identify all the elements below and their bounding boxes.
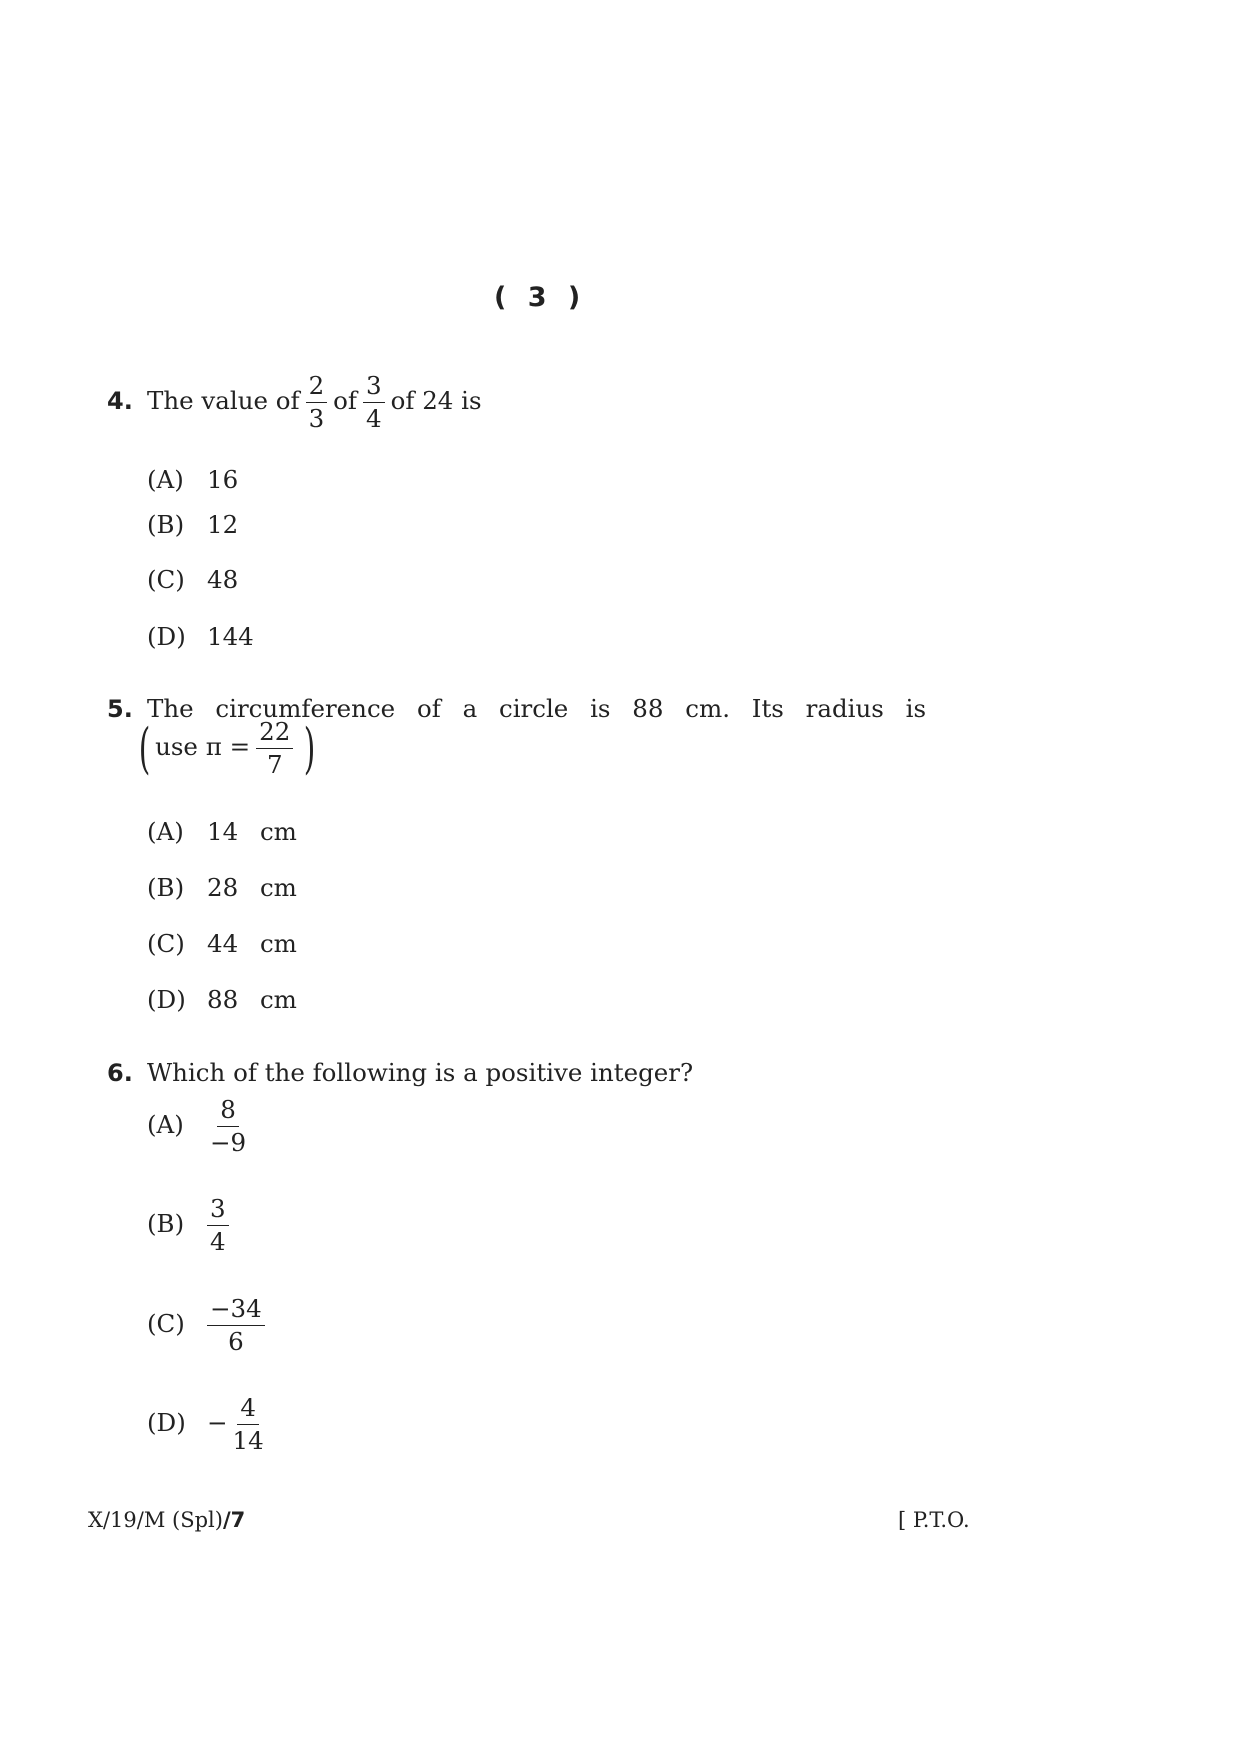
option-b: (B) $\frac{3}{4}$ (147, 1197, 235, 1254)
option-d: (D) 88 cm (147, 985, 297, 1014)
option-a: (A) 16 (147, 465, 239, 494)
fraction: $\frac{4}{14}$ (232, 1393, 264, 1455)
fraction: $\frac{8}{-9}$ (210, 1095, 247, 1157)
question-4: 4. The value of $\frac{2}{3}$ of $\frac{3}{4}$ of 24 is (107, 371, 482, 433)
option-c: (C) 44 cm (147, 929, 297, 958)
option-a: (A) 14 cm (147, 817, 297, 846)
question-text: The circumference of a circle is 88 cm. Its radius is (147, 694, 927, 723)
fraction: $\frac{3}{4}$ (207, 1197, 229, 1254)
question-number: 5. (107, 695, 133, 723)
paper-code: X/19/M (Spl)/7 (88, 1508, 246, 1532)
question-5 (107, 694, 927, 723)
fraction: $\frac{3}{4}$ (363, 374, 385, 431)
question-number: 4. (107, 387, 133, 415)
option-d: (D) − $\frac{4}{14}$ (147, 1396, 273, 1453)
option-b: (B) 28 cm (147, 873, 297, 902)
fraction: $\frac{22}{7}$ (256, 720, 293, 777)
question-text: The value of (147, 386, 300, 415)
option-c: (C) $\frac{-34}{6}$ (147, 1297, 271, 1354)
page-number: ( 3 ) (494, 282, 587, 313)
option-d: (D) 144 (147, 622, 254, 651)
pto-label: [ P.T.O. (898, 1508, 970, 1532)
option-b: (B) 12 (147, 510, 239, 539)
option-a: (A) $\frac{8}{-9}$ (147, 1098, 255, 1155)
option-c: (C) 48 (147, 565, 239, 594)
question-text: Which of the following is a positive integer? (147, 1058, 694, 1087)
fraction: $\frac{2}{3}$ (306, 374, 328, 431)
hint: ( use π = $\frac{22}{7}$ ) (138, 716, 316, 780)
question-6 (107, 1058, 694, 1087)
fraction: $\frac{-34}{6}$ (207, 1297, 265, 1354)
question-number: 6. (107, 1059, 133, 1087)
